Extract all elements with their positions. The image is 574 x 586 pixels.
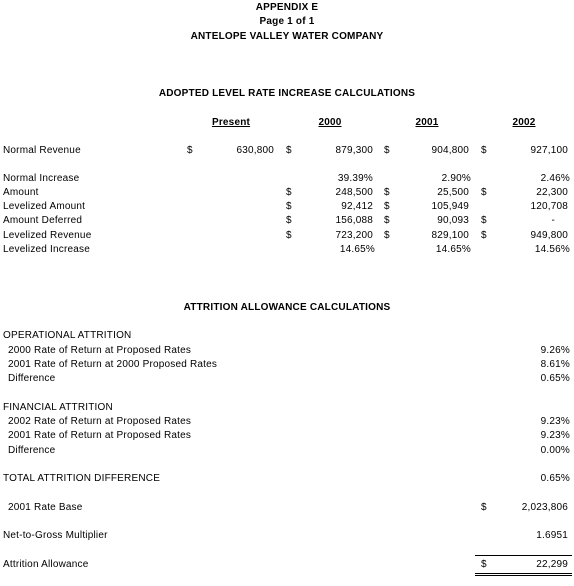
page-number: Page 1 of 1 <box>259 16 315 27</box>
appendix-title: APPENDIX E <box>255 2 319 13</box>
row-label-levelized-increase: Levelized Increase <box>3 244 90 255</box>
col-header-present: Present <box>211 117 251 128</box>
dollar-sign: $ <box>384 215 390 226</box>
dollar-sign: $ <box>481 559 487 570</box>
operational-attrition-heading: OPERATIONAL ATTRITION <box>3 330 132 341</box>
levelized-revenue-2000: 723,200 <box>335 230 373 241</box>
normal-increase-2002: 2.46% <box>540 173 570 184</box>
multiplier-value: 1.6951 <box>536 530 568 541</box>
col-header-2000: 2000 <box>318 117 342 128</box>
levelized-revenue-2002: 949,800 <box>530 230 568 241</box>
dollar-sign: $ <box>481 145 487 156</box>
levelized-amount-2002: 120,708 <box>530 201 568 212</box>
col-header-2001: 2001 <box>415 117 439 128</box>
normal-revenue-2002: 927,100 <box>530 145 568 156</box>
dollar-sign: $ <box>187 145 193 156</box>
fin-row3-value: 0.00% <box>540 445 570 456</box>
normal-revenue-present: 630,800 <box>236 145 274 156</box>
dollar-sign: $ <box>286 230 292 241</box>
company-name: ANTELOPE VALLEY WATER COMPANY <box>190 31 384 42</box>
dollar-sign: $ <box>384 201 390 212</box>
rate-base-label: 2001 Rate Base <box>8 502 83 513</box>
amount-2002: 22,300 <box>536 187 568 198</box>
rate-base-value: 2,023,806 <box>521 502 568 513</box>
attrition-allowance-value: 22,299 <box>536 559 568 570</box>
amount-deferred-2002: - <box>551 215 555 226</box>
row-label-amount-deferred: Amount Deferred <box>3 215 83 226</box>
row-label-amount: Amount <box>3 187 39 198</box>
op-row1-label: 2000 Rate of Return at Proposed Rates <box>8 345 192 356</box>
dollar-sign: $ <box>481 230 487 241</box>
levelized-amount-2000: 92,412 <box>341 201 373 212</box>
dollar-sign: $ <box>384 230 390 241</box>
row-label-levelized-amount: Levelized Amount <box>3 201 86 212</box>
attrition-allowance-label: Attrition Allowance <box>3 559 89 570</box>
row-label-normal-increase: Normal Increase <box>3 173 80 184</box>
total-rule-top <box>475 555 572 556</box>
op-row1-value: 9.26% <box>540 345 570 356</box>
op-row3-label: Difference <box>8 373 56 384</box>
attrition-section-title: ATTRITION ALLOWANCE CALCULATIONS <box>183 302 391 313</box>
dollar-sign: $ <box>481 187 487 198</box>
levelized-increase-2000: 14.65% <box>339 244 375 255</box>
op-row2-label: 2001 Rate of Return at 2000 Proposed Rates <box>8 359 218 370</box>
total-rule-double-1 <box>475 573 572 574</box>
dollar-sign: $ <box>384 187 390 198</box>
dollar-sign: $ <box>384 145 390 156</box>
fin-row2-label: 2001 Rate of Return at Proposed Rates <box>8 430 192 441</box>
op-row3-value: 0.65% <box>540 373 570 384</box>
amount-deferred-2001: 90,093 <box>437 215 469 226</box>
row-label-normal-revenue: Normal Revenue <box>3 145 81 156</box>
dollar-sign: $ <box>481 502 487 513</box>
col-header-2002: 2002 <box>512 117 536 128</box>
fin-row3-label: Difference <box>8 445 56 456</box>
dollar-sign: $ <box>286 215 292 226</box>
normal-increase-2000: 39.39% <box>337 173 373 184</box>
level-rate-section-title: ADOPTED LEVEL RATE INCREASE CALCULATIONS <box>158 88 416 99</box>
levelized-increase-2001: 14.65% <box>435 244 471 255</box>
amount-2001: 25,500 <box>437 187 469 198</box>
dollar-sign: $ <box>286 145 292 156</box>
levelized-increase-2002: 14.56% <box>534 244 570 255</box>
levelized-revenue-2001: 829,100 <box>431 230 469 241</box>
total-attrition-value: 0.65% <box>540 473 570 484</box>
total-attrition-label: TOTAL ATTRITION DIFFERENCE <box>3 473 161 484</box>
dollar-sign: $ <box>286 201 292 212</box>
financial-attrition-heading: FINANCIAL ATTRITION <box>3 402 113 413</box>
dollar-sign: $ <box>481 215 487 226</box>
row-label-levelized-revenue: Levelized Revenue <box>3 230 92 241</box>
normal-revenue-2000: 879,300 <box>335 145 373 156</box>
fin-row1-value: 9.23% <box>540 416 570 427</box>
op-row2-value: 8.61% <box>540 359 570 370</box>
levelized-amount-2001: 105,949 <box>431 201 469 212</box>
amount-2000: 248,500 <box>335 187 373 198</box>
total-rule-double-2 <box>475 575 572 576</box>
multiplier-label: Net-to-Gross Multiplier <box>3 530 108 541</box>
fin-row2-value: 9.23% <box>540 430 570 441</box>
amount-deferred-2000: 156,088 <box>335 215 373 226</box>
fin-row1-label: 2002 Rate of Return at Proposed Rates <box>8 416 192 427</box>
normal-revenue-2001: 904,800 <box>431 145 469 156</box>
dollar-sign: $ <box>286 187 292 198</box>
normal-increase-2001: 2.90% <box>441 173 471 184</box>
